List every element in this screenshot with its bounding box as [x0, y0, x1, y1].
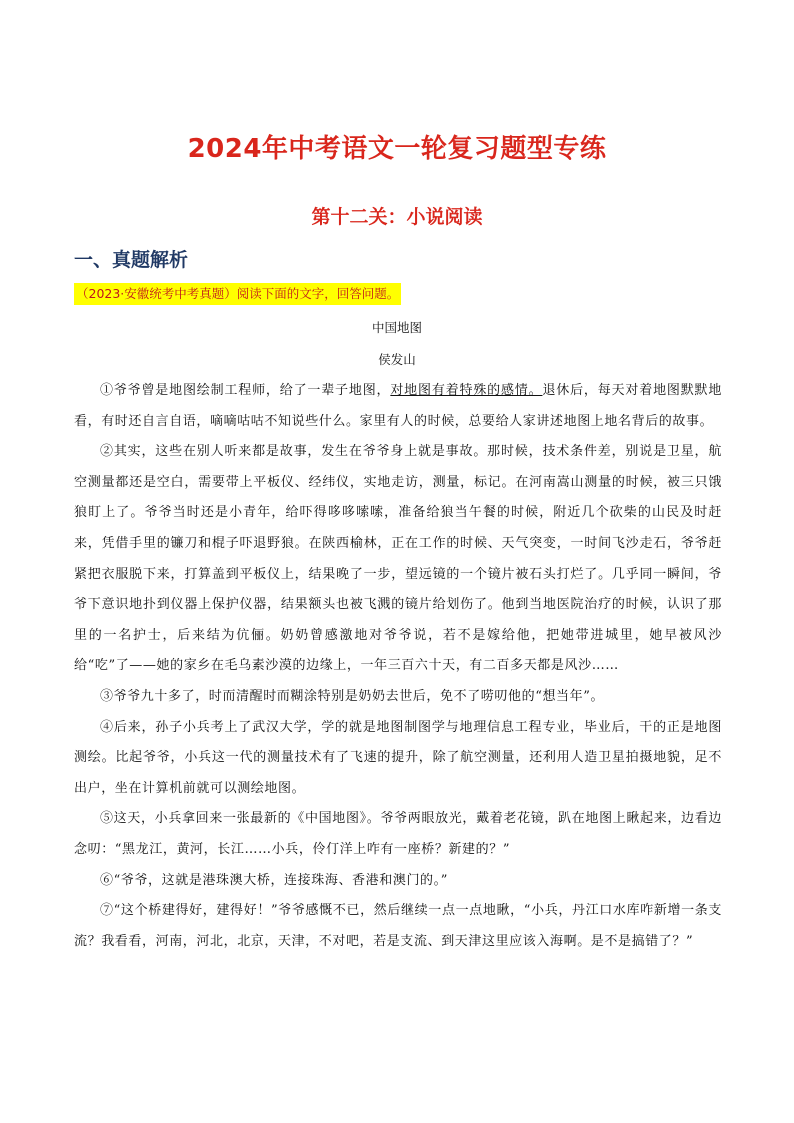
paragraph-1-end: 退休后，每天对着地图默默地看，有时还自言自语，嘀嘀咕咕不知说些什么。家里有人的时候，总要给人家讲述地图上地名背后的故事。: [74, 383, 722, 429]
document-subtitle: 第十二关：小说阅读: [311, 206, 483, 228]
document-title: 2024年中考语文一轮复习题型专练: [187, 134, 607, 164]
story-title: 中国地图: [371, 320, 422, 335]
paragraph-7: ⑦“这个桥建得好，建得好！”爷爷感慨不已，然后继续一点一点地瞅，“小兵，丹江口水库咋新增一条支流？我看看，河南，河北，北京，天津，不对吧，若是支流、到天津这里应该入海啊。是不是搞错了？”: [74, 903, 722, 949]
paragraph-4: ④后来，孙子小兵考上了武汉大学，学的就是地图制图学与地理信息工程专业，毕业后，干的正是地图测绘。比起爷爷，小兵这一代的测量技术有了飞速的提升，除了航空测量，还利用人造卫星拍摄地貌，足不出户，坐在计算机前就可以测绘地图。: [74, 719, 722, 796]
story-author: 侯发山: [378, 352, 416, 367]
source-prompt: （2023·安徽统考中考真题）阅读下面的文字，回答问题。: [74, 283, 401, 305]
underlined-phrase: 对地图有着特殊的感情。: [390, 383, 543, 398]
paragraph-2: ②其实，这些在别人听来都是故事，发生在爷爷身上就是事故。那时候，技术条件差，别说是卫星，航空测量都还是空白，需要带上平板仪、经纬仪，实地走访，测量，标记。在河南嵩山测量的时候，被三只饿狼盯上了。爷爷当时还是小青年，给吓得哆哆嗦嗦，准备给狼当午餐的时候，附近几个砍柴的山民及时赶来，凭借手里的镰刀和棍子吓退野狼。在陕西榆林，正在工作的时候、天气突变，一时间飞沙走石，爷爷赶紧把衣服脱下来，打算盖到平板仪上，结果晚了一步，望远镜的一个镜片被石头打烂了。几乎同一瞬间，爷爷下意识地扑到仪器上保护仪器，结果额头也被飞溅的镜片给划伤了。他到当地医院治疗的时候，认识了那里的一名护士，后来结为伉俪。奶奶曾感激地对爷爷说，若不是嫁给他，把她带进城里，她早被风沙给“吃”了——她的家乡在毛乌素沙漠的边缘上，一年三百六十天，有二百多天都是风沙……: [74, 444, 722, 674]
section-heading: 一、真题解析: [74, 249, 189, 271]
paragraph-3: ③爷爷九十多了，时而清醒时而糊涂特别是奶奶去世后，免不了唠叨他的“想当年”。: [100, 688, 605, 704]
paragraph-6: ⑥“爷爷，这就是港珠澳大桥，连接珠海、香港和澳门的。”: [100, 872, 448, 888]
paragraph-1-start: ①爷爷曾是地图绘制工程师，给了一辈子地图，: [100, 383, 391, 398]
paragraph-1: [74, 376, 722, 437]
paragraph-5: ⑤这天，小兵拿回来一张最新的《中国地图》。爷爷两眼放光，戴着老花镜，趴在地图上瞅起来，边看边念叨：“黑龙江，黄河，长江……小兵，伶仃洋上咋有一座桥？新建的？”: [74, 811, 722, 857]
story-body: [74, 376, 722, 957]
